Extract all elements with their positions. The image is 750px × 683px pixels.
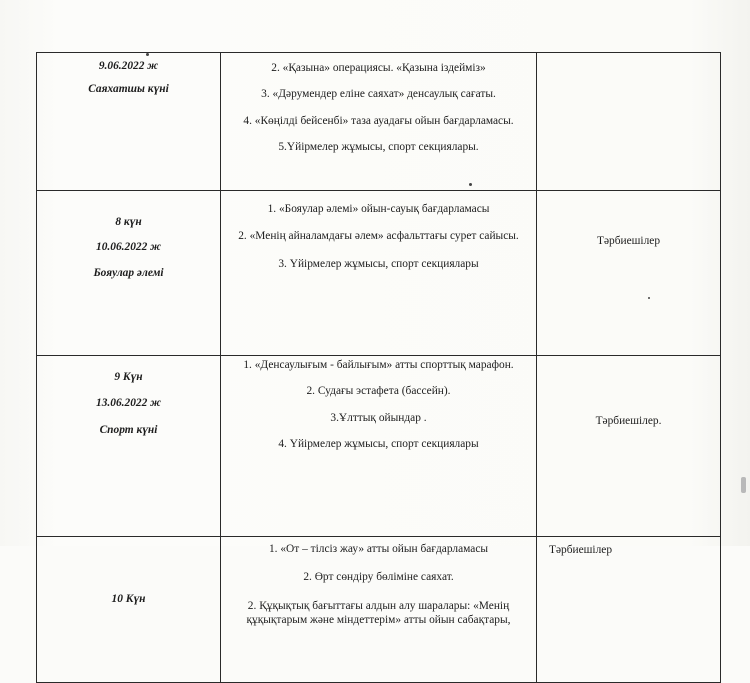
responsible-cell: Тәрбиешілер — [537, 191, 721, 356]
table-row — [37, 537, 721, 683]
activity-item: 2. «Қазына» операциясы. «Қазына іздейміз» — [271, 62, 486, 74]
table-row — [37, 356, 721, 537]
activity-item: 3. Үйірмелер жұмысы, спорт секциялары — [278, 257, 479, 270]
activity-item: 2. Өрт сөндіру бөліміне саяхат. — [303, 571, 454, 584]
day-theme: Саяхатшы күні — [88, 83, 169, 96]
day-theme: Спорт күні — [99, 423, 158, 436]
schedule-table — [36, 52, 721, 683]
activity-item: 3. «Дәрумендер еліне саяхат» денсаулық сағаты. — [261, 88, 496, 101]
scan-edge-mark — [741, 477, 746, 493]
table-row — [37, 191, 721, 356]
activities-cell — [221, 191, 537, 356]
scan-speck — [648, 297, 650, 299]
activity-item: 2. Судағы эстафета (бассейн). — [306, 385, 451, 398]
activity-item: құқықтарым және міндеттерім» атты ойын сабақтары, — [246, 613, 511, 626]
activities-cell — [221, 53, 537, 191]
activity-item: 3.Ұлттық ойындар . — [330, 411, 427, 424]
responsible-cell: Тәрбиешілер. — [537, 356, 721, 537]
day-date: 9.06.2022 ж — [98, 60, 159, 72]
activities-cell — [221, 356, 537, 537]
activity-item: 1. «Бояулар әлемі» ойын-сауық бағдарламасы — [267, 203, 490, 215]
responsible-cell — [537, 53, 721, 191]
activity-item: 2. Құқықтық бағыттағы алдын алу шаралары: «Менің — [247, 599, 510, 612]
day-cell — [37, 191, 221, 356]
day-number: 9 Күн — [114, 371, 143, 383]
responsible-cell: Тәрбиешілер — [537, 537, 721, 683]
activity-item: 4. «Көңілді бейсенбі» таза ауадағы ойын бағдарламасы. — [243, 114, 514, 127]
day-cell — [37, 537, 221, 683]
activity-item: 5.Үйірмелер жұмысы, спорт секциялары. — [278, 140, 479, 153]
activity-item: 1. «От – тілсіз жау» атты ойын бағдарламасы — [268, 543, 489, 555]
scan-speck — [469, 183, 472, 186]
activity-item: 1. «Денсаулығым - байлығым» атты спорттық марафон. — [243, 359, 514, 371]
activity-item: 4. Үйірмелер жұмысы, спорт секциялары — [278, 437, 479, 450]
day-number: 8 күн — [115, 216, 142, 228]
day-date: 10.06.2022 ж — [96, 241, 161, 254]
day-date: 13.06.2022 ж — [96, 397, 161, 410]
table-row — [37, 53, 721, 191]
day-theme: Бояулар әлемі — [93, 266, 164, 279]
activity-item: 2. «Менің айналамдағы әлем» асфальттағы сурет сайысы. — [238, 230, 519, 243]
day-number: 10 Күн — [111, 593, 146, 605]
day-cell — [37, 356, 221, 537]
day-cell — [37, 53, 221, 191]
activities-cell — [221, 537, 537, 683]
scan-speck — [146, 53, 149, 56]
